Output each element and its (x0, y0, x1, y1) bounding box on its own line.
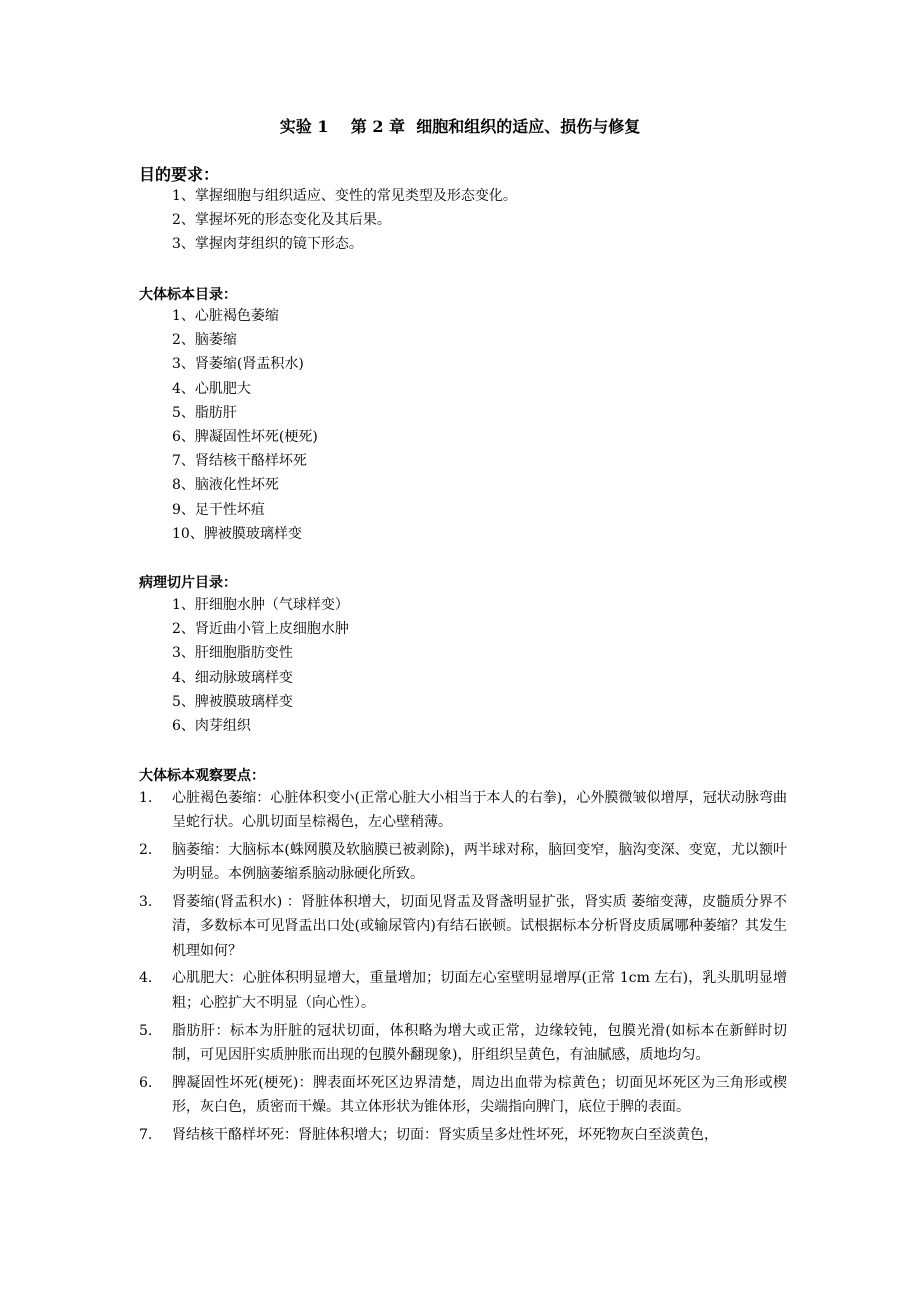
list-item: 4、心肌肥大 (172, 380, 251, 397)
list-item: 7、肾结核干酪样坏死 (172, 453, 307, 470)
slides-list (172, 593, 349, 738)
objectives-heading: 目的要求： (139, 165, 220, 184)
list-item: 1、掌握细胞与组织适应、变性的常见类型及形态变化。 (172, 188, 517, 204)
list-item: 3、肝细胞脂肪变性 (172, 645, 293, 662)
list-item: 1、肝细胞水肿（气球样变） (172, 597, 349, 613)
list-item: 4、细动脉玻璃样变 (172, 669, 293, 686)
observation-item (139, 890, 787, 963)
list-item: 5、脂肪肝 (172, 404, 237, 421)
list-item: 1、心脏褐色萎缩 (172, 308, 279, 324)
item-number: 6. (139, 1074, 153, 1091)
list-item: 9、足干性坏疽 (172, 501, 265, 518)
item-text: 脑萎缩：大脑标本(蛛网膜及软脑膜已被剥除)，两半球对称，脑回变窄，脑沟变深、变宽，尤以额叶为明显。本例脑萎缩系脑动脉硬化所致。 (172, 842, 787, 883)
item-text: 肾结核干酪样坏死：肾脏体积增大；切面：肾实质呈多灶性坏死，坏死物灰白至淡黄色， (172, 1126, 718, 1143)
item-number: 4. (139, 970, 153, 987)
list-item: 2、掌握坏死的形态变化及其后果。 (172, 212, 391, 229)
observation-item (139, 1071, 787, 1119)
item-text: 肾萎缩(肾盂积水) ：肾脏体积增大，切面见肾盂及肾盏明显扩张，肾实质 萎缩变薄，皮髓质分界不清，多数标本可见肾盂出口处(或输尿管内)有结石嵌顿。试根据标本分析肾皮质属哪种萎缩？其发生机理如何？ (172, 894, 787, 959)
item-text: 心肌肥大：心脏体积明显增大，重量增加；切面左心室壁明显增厚(正常 1cm 左右)，乳头肌明显增粗；心腔扩大不明显（向心性）。 (172, 970, 787, 1011)
page-title: 实验 1 第 2 章 细胞和组织的适应、损伤与修复 (279, 117, 641, 136)
observation-item (139, 1019, 787, 1067)
item-text: 脾凝固性坏死(梗死)：脾表面坏死区边界清楚，周边出血带为棕黄色；切面见坏死区为三角形或楔形，灰白色，质密而干燥。其立体形状为锥体形，尖端指向脾门，底位于脾的表面。 (172, 1074, 787, 1115)
list-item: 2、脑萎缩 (172, 332, 237, 349)
observation-item (139, 786, 787, 834)
list-item: 8、脑液化性坏死 (172, 477, 279, 494)
item-number: 3. (139, 894, 153, 911)
observation-item (139, 1123, 787, 1147)
list-item: 3、肾萎缩(肾盂积水) (172, 356, 304, 373)
item-number: 1. (139, 790, 153, 806)
item-number: 5. (139, 1022, 153, 1039)
item-text: 脂肪肝：标本为肝脏的冠状切面，体积略为增大或正常，边缘较钝，包膜光滑(如标本在新鲜时切制，可见因肝实质肿胀而出现的包膜外翻现象)，肝组织呈黄色，有油腻感，质地均匀。 (172, 1022, 787, 1063)
list-item: 6、脾凝固性坏死(梗死) (172, 428, 318, 445)
list-item: 10、脾被膜玻璃样变 (172, 525, 302, 542)
gross-specimens-list (172, 304, 318, 546)
observations-heading: 大体标本观察要点： (139, 768, 265, 784)
item-text: 心脏褐色萎缩：心脏体积变小(正常心脏大小相当于本人的右拳)，心外膜微皱似增厚，冠状动脉弯曲呈蛇行状。心肌切面呈棕褐色，左心壁稍薄。 (172, 790, 787, 831)
observation-item (139, 966, 787, 1014)
list-item: 6、肉芽组织 (172, 717, 251, 734)
item-number: 7. (139, 1126, 153, 1143)
gross-specimens-heading: 大体标本目录： (139, 287, 237, 303)
observation-item (139, 838, 787, 886)
list-item: 2、肾近曲小管上皮细胞水肿 (172, 621, 349, 638)
observations-list (139, 786, 787, 1151)
objectives-list (172, 184, 517, 257)
list-item: 5、脾被膜玻璃样变 (172, 693, 293, 710)
item-number: 2. (139, 842, 153, 859)
slides-heading: 病理切片目录： (139, 575, 237, 591)
list-item: 3、掌握肉芽组织的镜下形态。 (172, 236, 363, 253)
